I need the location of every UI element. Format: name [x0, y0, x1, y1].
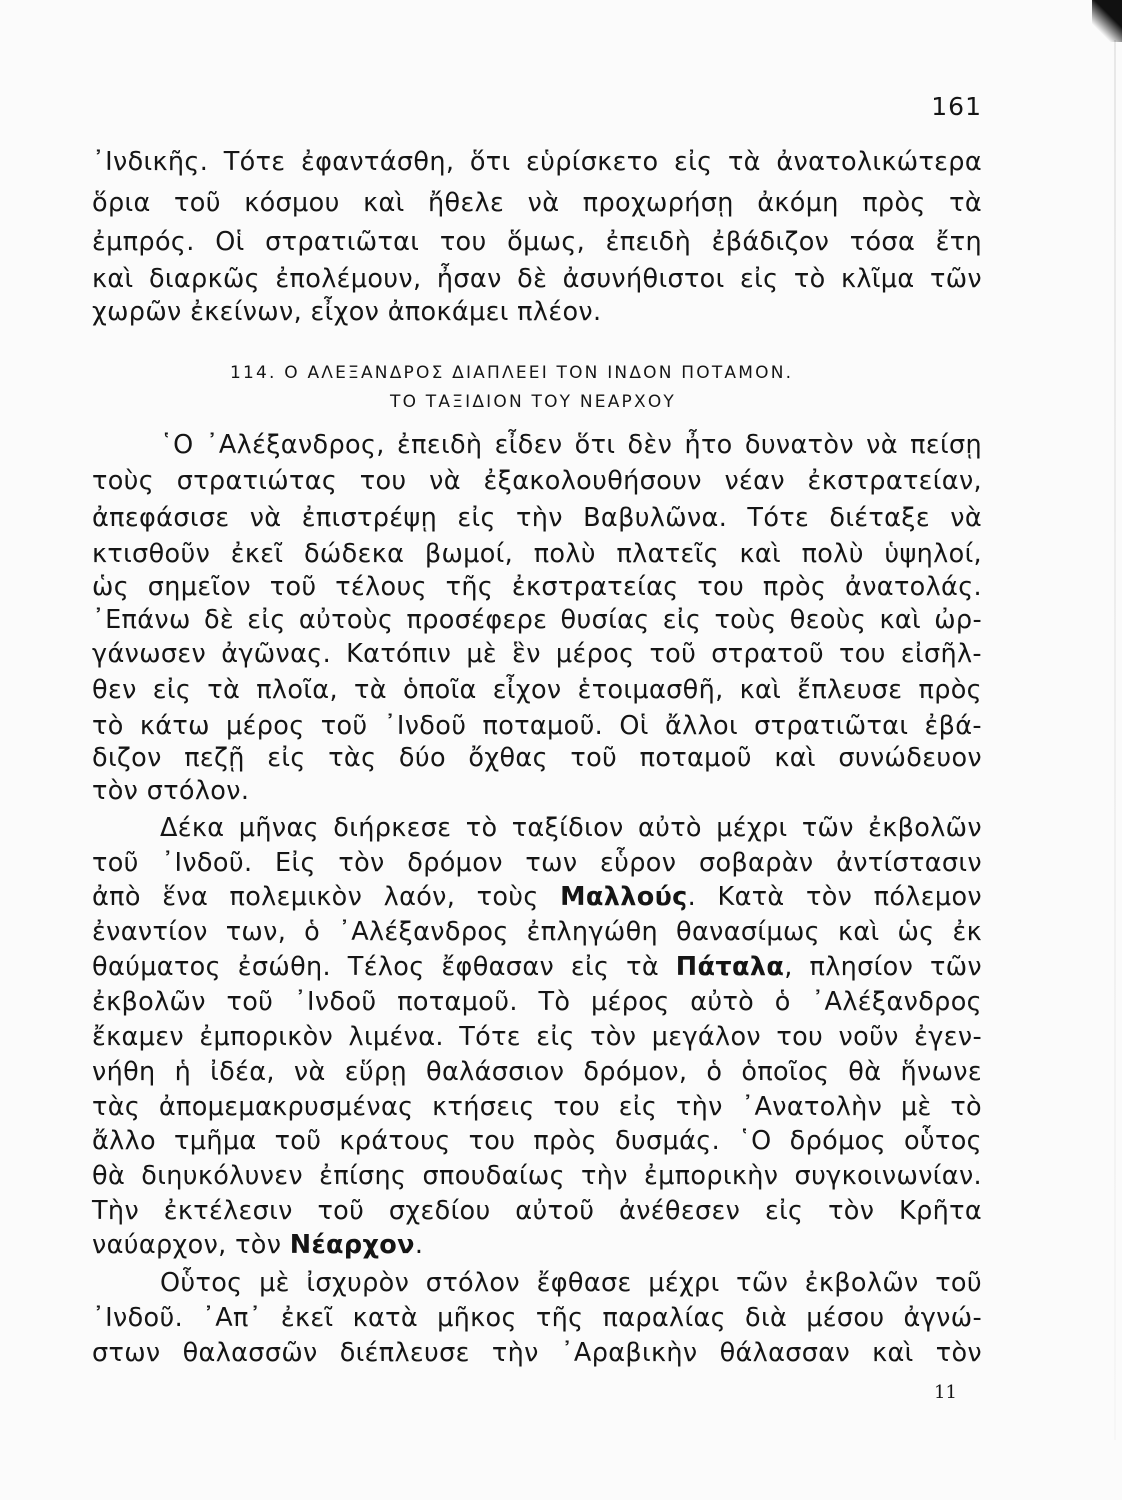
- paragraph-3-line-12: Τὴν ἐκτέλεσιν τοῦ σχεδίου αὐτοῦ ἀνέθεσεν εἰς τὸν Κρῆτα: [92, 1196, 982, 1226]
- paragraph-3-line-6: ἐκβολῶν τοῦ ᾿Ινδοῦ ποταμοῦ. Τὸ μέρος αὐτὸ ὁ ᾿Αλέξανδρος: [92, 987, 982, 1017]
- paragraph-3-line-5-start: θαύματος ἐσώθη. Τέλος ἔφθασαν εἰς τὰ: [92, 952, 676, 982]
- paragraph-2-line-5: ὡς σημεῖον τοῦ τέλους τῆς ἐκστρατείας του πρὸς ἀνατολάς.: [92, 572, 982, 602]
- paragraph-3-line-1: Δέκα μῆνας διήρκεσε τὸ ταξίδιον αὐτὸ μέχρι τῶν ἐκβολῶν: [160, 813, 982, 843]
- paragraph-1-line-3: ἐμπρός. Οἱ στρατιῶται του ὅμως, ἐπειδὴ ἐβάδιζον τόσα ἔτη: [92, 227, 982, 257]
- paragraph-2-line-1: ῾Ο ᾿Αλέξανδρος, ἐπειδὴ εἶδεν ὅτι δὲν ἦτο δυνατὸν νὰ πείσῃ: [160, 430, 982, 460]
- paragraph-2-line-2: τοὺς στρατιώτας του νὰ ἐξακολουθήσουν νέαν ἐκστρατείαν,: [92, 466, 982, 496]
- paragraph-2-line-3: ἀπεφάσισε νὰ ἐπιστρέψῃ εἰς τὴν Βαβυλῶνα. Τότε διέταξε νὰ: [92, 503, 982, 533]
- paragraph-1-line-5: χωρῶν ἐκείνων, εἶχον ἀποκάμει πλέον.: [92, 297, 602, 327]
- paragraph-3-line-5-end: , πλησίον τῶν: [784, 952, 982, 982]
- paragraph-2-line-8: θεν εἰς τὰ πλοῖα, τὰ ὁποῖα εἶχον ἑτοιμασθῆ, καὶ ἔπλευσε πρὸς: [92, 675, 982, 705]
- paragraph-3-line-3-start: ἀπὸ ἕνα πολεμικὸν λαόν, τοὺς: [92, 882, 561, 912]
- paragraph-3-line-4: ἐναντίον των, ὁ ᾿Αλέξανδρος ἐπληγώθη θανασίμως καὶ ὡς ἐκ: [92, 917, 982, 947]
- patala-name: Πάταλα: [675, 952, 785, 982]
- mallous-name: Μαλλούς: [560, 882, 688, 912]
- paragraph-3-line-3: [92, 880, 982, 914]
- paragraph-3-line-3-end: . Κατὰ τὸν πόλεμον: [687, 882, 983, 912]
- section-heading-line-1: 114. Ο ΑΛΕΞΑΝΔΡΟΣ ΔΙΑΠΛΕΕΙ ΤΟΝ ΙΝΔΟΝ ΠΟΤΑΜΟΝ.: [230, 363, 794, 383]
- paragraph-2-line-7: γάνωσεν ἀγῶνας. Κατόπιν μὲ ἓν μέρος τοῦ στρατοῦ του εἰσῆλ-: [92, 639, 982, 669]
- paragraph-1-line-2: ὅρια τοῦ κόσμου καὶ ἤθελε νὰ προχωρήσῃ ἀκόμη πρὸς τὰ: [92, 188, 982, 218]
- section-heading-line-2: ΤΟ ΤΑΞΙΔΙΟΝ ΤΟΥ ΝΕΑΡΧΟΥ: [390, 392, 676, 412]
- paragraph-3-line-5: [92, 950, 982, 984]
- paragraph-3-line-2: τοῦ ᾿Ινδοῦ. Εἰς τὸν δρόμον των εὗρον σοβαρὰν ἀντίστασιν: [92, 848, 982, 878]
- paragraph-3-line-9: τὰς ἀπομεμακρυσμένας κτήσεις του εἰς τὴν ᾿Ανατολὴν μὲ τὸ: [92, 1092, 982, 1122]
- paragraph-2-line-11: τὸν στόλον.: [92, 776, 250, 806]
- paragraph-4-line-1: Οὗτος μὲ ἰσχυρὸν στόλον ἔφθασε μέχρι τῶν ἐκβολῶν τοῦ: [160, 1268, 982, 1298]
- paragraph-3-line-7: ἔκαμεν ἐμπορικὸν λιμένα. Τότε εἰς τὸν μεγάλον του νοῦν ἐγεν-: [92, 1022, 982, 1052]
- nearchos-name: Νέαρχον: [289, 1230, 415, 1260]
- paragraph-3-line-13: [92, 1228, 982, 1262]
- paragraph-3-line-10: ἄλλο τμῆμα τοῦ κράτους του πρὸς δυσμάς. ῾Ο δρόμος οὗτος: [92, 1126, 982, 1156]
- paragraph-1-line-4: καὶ διαρκῶς ἐπολέμουν, ἦσαν δὲ ἀσυνήθιστοι εἰς τὸ κλῖμα τῶν: [92, 264, 982, 294]
- page-number: 161: [931, 92, 982, 121]
- paragraph-1-line-1: ᾿Ινδικῆς. Τότε ἐφαντάσθη, ὅτι εὑρίσκετο εἰς τὰ ἀνατολικώτερα: [92, 147, 982, 177]
- paragraph-4-line-3: στων θαλασσῶν διέπλευσε τὴν ᾿Αραβικὴν θάλασσαν καὶ τὸν: [92, 1338, 982, 1368]
- paragraph-4-line-2: ᾿Ινδοῦ. ᾿Απ᾿ ἐκεῖ κατὰ μῆκος τῆς παραλίας διὰ μέσου ἀγνώ-: [92, 1303, 982, 1333]
- paragraph-3-line-11: θὰ διηυκόλυνεν ἐπίσης σπουδαίως τὴν ἐμπορικὴν συγκοινωνίαν.: [92, 1161, 982, 1191]
- paragraph-2-line-9: τὸ κάτω μέρος τοῦ ᾿Ινδοῦ ποταμοῦ. Οἱ ἄλλοι στρατιῶται ἐβά-: [92, 711, 982, 741]
- paragraph-2-line-10: διζον πεζῇ εἰς τὰς δύο ὄχθας τοῦ ποταμοῦ καὶ συνώδευον: [92, 743, 982, 773]
- paragraph-3-line-8: νήθη ἡ ἰδέα, νὰ εὕρῃ θαλάσσιον δρόμον, ὁ ὁποῖος θὰ ἥνωνε: [92, 1057, 982, 1087]
- paragraph-2-line-6: ᾿Επάνω δὲ εἰς αὐτοὺς προσέφερε θυσίας εἰς τοὺς θεοὺς καὶ ὠρ-: [92, 605, 982, 635]
- paragraph-3-line-13-end: .: [414, 1230, 424, 1260]
- paragraph-2-line-4: κτισθοῦν ἐκεῖ δώδεκα βωμοί, πολὺ πλατεῖς καὶ πολὺ ὑψηλοί,: [92, 539, 982, 569]
- footer-signature-mark: 11: [934, 1382, 957, 1403]
- paragraph-3-line-13-start: ναύαρχον, τὸν: [92, 1230, 290, 1260]
